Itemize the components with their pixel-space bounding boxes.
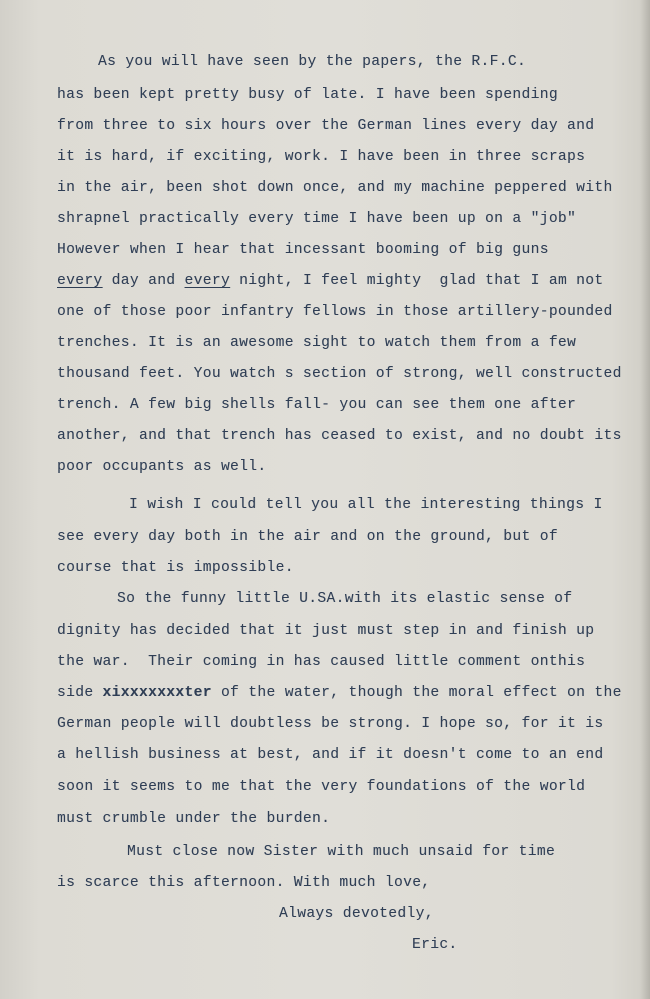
- paragraph-1-line-4: it is hard, if exciting, work. I have been in three scraps: [57, 149, 586, 165]
- paragraph-1-line-11: thousand feet. You watch s section of strong, well constructed: [57, 366, 622, 382]
- paragraph-3-line-3: the war. Their coming in has caused little comment onthis: [57, 654, 586, 670]
- paragraph-1-line-3: from three to six hours over the German lines every day and: [57, 118, 595, 134]
- paragraph-1-line-9: one of those poor infantry fellows in those artillery-pounded: [57, 304, 613, 320]
- paragraph-1-line-7: However when I hear that incessant booming of big guns: [57, 242, 549, 258]
- paragraph-1-line-12: trench. A few big shells fall- you can see them one after: [57, 397, 577, 413]
- paragraph-3-line-7: soon it seems to me that the very foundations of the world: [57, 779, 586, 795]
- paragraph-1-line-8: [57, 272, 604, 290]
- paragraph-1-line-10: trenches. It is an awesome sight to watch them from a few: [57, 335, 577, 351]
- paragraph-2-line-3: course that is impossible.: [57, 560, 294, 576]
- paragraph-2-line-2: see every day both in the air and on the ground, but of: [57, 529, 558, 545]
- line-4-start-text: side: [57, 685, 103, 701]
- paragraph-3-line-5: German people will doubtless be strong. I hope so, for it is: [57, 716, 604, 732]
- paragraph-4-line-2: is scarce this afternoon. With much love,: [57, 875, 431, 891]
- closing-line: Always devotedly,: [279, 906, 434, 922]
- paragraph-1-line-6: shrapnel practically every time I have been up on a "job": [57, 211, 577, 227]
- paragraph-4-line-1: Must close now Sister with much unsaid for time: [127, 844, 556, 860]
- underlined-word-every-night: every: [184, 273, 231, 289]
- paragraph-3-line-2: dignity has decided that it just must step in and finish up: [57, 623, 595, 639]
- paragraph-3-line-1: So the funny little U.SA.with its elastic sense of: [117, 591, 573, 607]
- paragraph-3-line-6: a hellish business at best, and if it doesn't come to an end: [57, 747, 604, 763]
- paragraph-1-line-13: another, and that trench has ceased to exist, and no doubt its: [57, 428, 622, 444]
- paragraph-2-line-1: I wish I could tell you all the interesting things I: [129, 497, 603, 513]
- paragraph-1-line-2: has been kept pretty busy of late. I have been spending: [57, 87, 558, 103]
- line-4-remaining-text: of the water, though the moral effect on the: [211, 685, 622, 701]
- paragraph-1-line-1: As you will have seen by the papers, the R.F.C.: [98, 54, 527, 70]
- line-8-remaining-text: night, I feel mighty glad that I am not: [230, 273, 604, 289]
- paragraph-1-line-14: poor occupants as well.: [57, 459, 267, 475]
- paragraph-3-line-4: [57, 684, 622, 702]
- underlined-word-every-day: every: [57, 273, 103, 289]
- line-8-middle-text: day and: [102, 273, 185, 289]
- struck-out-typing: xixxxxxxxter: [102, 685, 212, 701]
- paragraph-1-line-5: in the air, been shot down once, and my machine peppered with: [57, 180, 613, 196]
- paragraph-3-line-8: must crumble under the burden.: [57, 811, 331, 827]
- signature: Eric.: [412, 937, 458, 953]
